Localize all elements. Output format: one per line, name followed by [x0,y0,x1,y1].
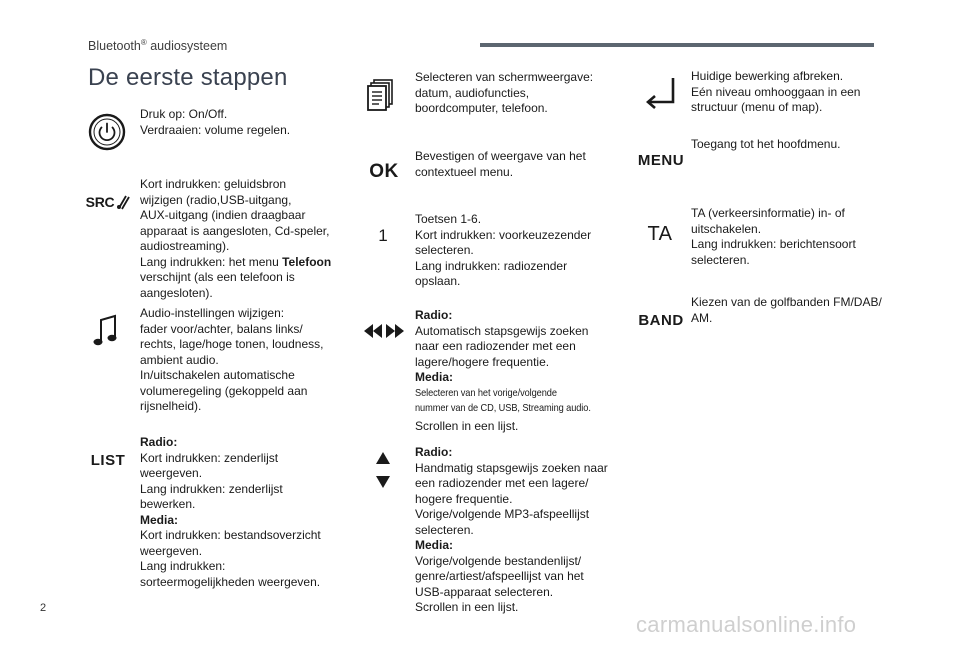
display-mode-icon [365,78,397,112]
power-knob-icon [87,112,127,152]
presets-description: Toetsen 1-6. Kort indrukken: voorkeuzezender selecteren. Lang indrukken: radiozender opslaan. [415,212,592,288]
page-number: 2 [40,602,47,614]
seek-description: Radio: Automatisch stapsgewijs zoeken naar een radiozender met een lagere/hogere frequentie. Media: Selecteren van het vorige/volgende nummer van de CD, USB, Streaming audio. Scrollen in een lijst. [415,308,591,433]
band-description: Kiezen van de golfbanden FM/DAB/ AM. [691,295,882,325]
back-description: Huidige bewerking afbreken. Eén niveau omhooggaan in een structuur (menu of map). [691,69,861,114]
ta-description: TA (verkeersinformatie) in- of uitschakelen. Lang indrukken: berichtensoort selecteren. [691,206,856,267]
menu-description: Toegang tot het hoofdmenu. [691,137,841,151]
display-description: Selecteren van schermweergave: datum, audiofuncties, boordcomputer, telefoon. [415,70,594,115]
header-divider [480,43,874,47]
src-description: Kort indrukken: geluidsbron wijzigen (radio,USB-uitgang, AUX-uitgang (indien draagbaar apparaat is aangesloten, Cd-speler, audiostreaming). Lang indrukken: het menu Telefoon verschijnt (als een telefoon is aangesloten). [140,177,332,300]
seek-arrows-icon [362,322,406,340]
music-note-icon [91,313,121,349]
section-header: Bluetooth® audiosysteem [88,38,228,54]
page-title: De eerste stappen [88,64,288,91]
ta-button-icon: TA [647,222,673,245]
updown-description: Radio: Handmatig stapsgewijs zoeken naar een radiozender met een lagere/ hogere frequentie. Vorige/volgende MP3-afspeellijst selecteren. Media: Vorige/volgende bestandenlijst/ genre/artiest/afspeellijst van het USB-apparaat selecteren. Scrollen in een lijst. [415,445,608,614]
ok-button-icon: OK [369,161,399,182]
menu-button-icon: MENU [637,151,685,169]
power-description: Druk op: On/Off. Verdraaien: volume regelen. [140,107,291,137]
list-description: Radio: Kort indrukken: zenderlijst weergeven. Lang indrukken: zenderlijst bewerken. Media: Kort indrukken: bestandsoverzicht weergeven. Lang indrukken: sorteermogelijkheden weergeven. [140,435,321,589]
audio-description: Audio-instellingen wijzigen: fader voor/achter, balans links/ rechts, lage/hoge tonen, loudness, ambient audio. In/uitschakelen automatische volumeregeling (gekoppeld aan rijsnelheid). [140,306,324,413]
preset-button-icon: 1 [378,226,388,245]
back-arrow-icon [640,74,680,110]
up-down-arrows-icon [372,450,394,490]
src-button-icon: SRC [84,191,132,213]
ok-description: Bevestigen of weergave van het contextueel menu. [415,149,586,179]
band-button-icon: BAND [638,311,684,329]
list-button-icon: LIST [90,451,126,469]
watermark: carmanualsonline.info [636,612,857,637]
